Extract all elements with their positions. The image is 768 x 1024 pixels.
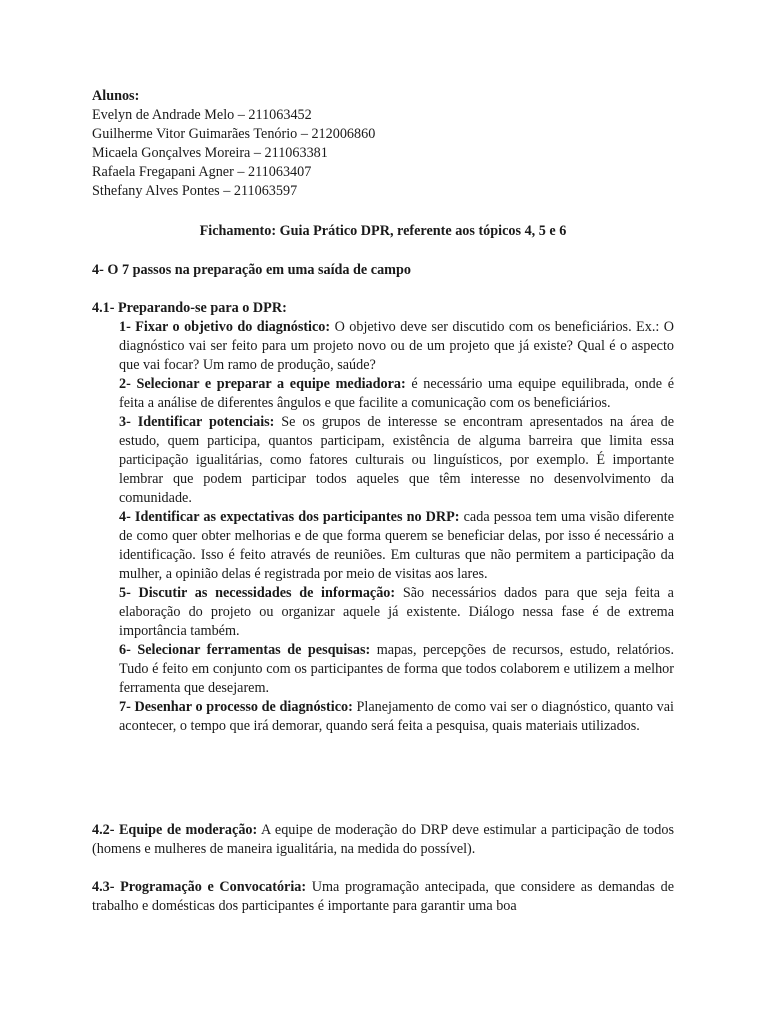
students-block — [92, 87, 674, 201]
step-item — [119, 641, 674, 698]
students-label: Alunos: — [92, 88, 140, 104]
student-line: Guilherme Vitor Guimarães Tenório – 212006860 — [92, 126, 376, 142]
steps-list — [119, 318, 674, 736]
section-4-2-text: A equipe de moderação do DRP deve estimular a participação de todos (homens e mulheres de maneira igualitária, na medida do possível). — [92, 822, 674, 857]
step-text: cada pessoa tem uma visão diferente de como quer obter melhorias e de que forma querem se beneficiar delas, por isso é necessário a identificação. Isso é feito através de reuniões. Em culturas que não permitem a participação da mulher, a opinião delas é registrada por meio de visitas aos lares. — [119, 509, 674, 582]
step-item — [119, 584, 674, 641]
step-title: 3- Identificar potenciais: — [119, 414, 275, 430]
student-line: Micaela Gonçalves Moreira – 211063381 — [92, 145, 328, 161]
section-4-heading: 4- O 7 passos na preparação em uma saída de campo — [92, 262, 411, 278]
section-4-3-text: Uma programação antecipada, que considere as demandas de trabalho e domésticas dos participantes é importante para garantir uma boa — [92, 879, 674, 914]
step-text: São necessários dados para que seja feita a elaboração do projeto ou organizar aquele já existente. Diálogo nessa fase é de extrema importância também. — [119, 585, 674, 639]
section-4-3 — [92, 878, 674, 916]
step-item — [119, 375, 674, 413]
step-text: mapas, percepções de recursos, estudo, relatórios. Tudo é feito em conjunto com os participantes de forma que todos colaborem e utilizem a melhor ferramenta que desejarem. — [119, 642, 674, 696]
step-title: 1- Fixar o objetivo do diagnóstico: — [119, 319, 331, 335]
section-4-2 — [92, 821, 674, 859]
step-text: Se os grupos de interesse se encontram apresentados na área de estudo, quem participa, quantos participam, existência de alguma barreira que limita essa participação igualitárias, como fatores culturais ou linguísticos, por exemplo. É importante lembrar que podem participar todos aqueles que têm interesse no desenvolvimento da comunidade. — [119, 414, 674, 506]
document-title: Fichamento: Guia Prático DPR, referente aos tópicos 4, 5 e 6 — [199, 223, 567, 239]
step-title: 7- Desenhar o processo de diagnóstico: — [119, 699, 353, 715]
step-item — [119, 413, 674, 508]
step-item — [119, 318, 674, 375]
step-text: O objetivo deve ser discutido com os beneficiários. Ex.: O diagnóstico vai ser feito para um projeto novo ou de um projeto que já existe? Qual é o aspecto que vai focar? Um ramo de produção, saúde? — [119, 319, 674, 373]
section-4-2-title: 4.2- Equipe de moderação: — [92, 822, 258, 838]
student-line: Sthefany Alves Pontes – 211063597 — [92, 183, 298, 199]
step-title: 6- Selecionar ferramentas de pesquisas: — [119, 642, 371, 658]
student-line: Rafaela Fregapani Agner – 211063407 — [92, 164, 312, 180]
section-4-3-title: 4.3- Programação e Convocatória: — [92, 879, 307, 895]
step-item — [119, 698, 674, 736]
step-text: Planejamento de como vai ser o diagnóstico, quanto vai acontecer, o tempo que irá demorar, quando será feita a pesquisa, quais materiais utilizados. — [119, 699, 674, 734]
student-line: Evelyn de Andrade Melo – 211063452 — [92, 107, 312, 123]
step-title: 4- Identificar as expectativas dos participantes no DRP: — [119, 509, 460, 525]
step-title: 5- Discutir as necessidades de informação: — [119, 585, 396, 601]
step-item — [119, 508, 674, 584]
section-4-1-heading: 4.1- Preparando-se para o DPR: — [92, 300, 287, 316]
step-text: é necessário uma equipe equilibrada, onde é feita a análise de diferentes ângulos e que facilite a comunicação com os beneficiários. — [119, 376, 674, 411]
step-title: 2- Selecionar e preparar a equipe mediadora: — [119, 376, 406, 392]
